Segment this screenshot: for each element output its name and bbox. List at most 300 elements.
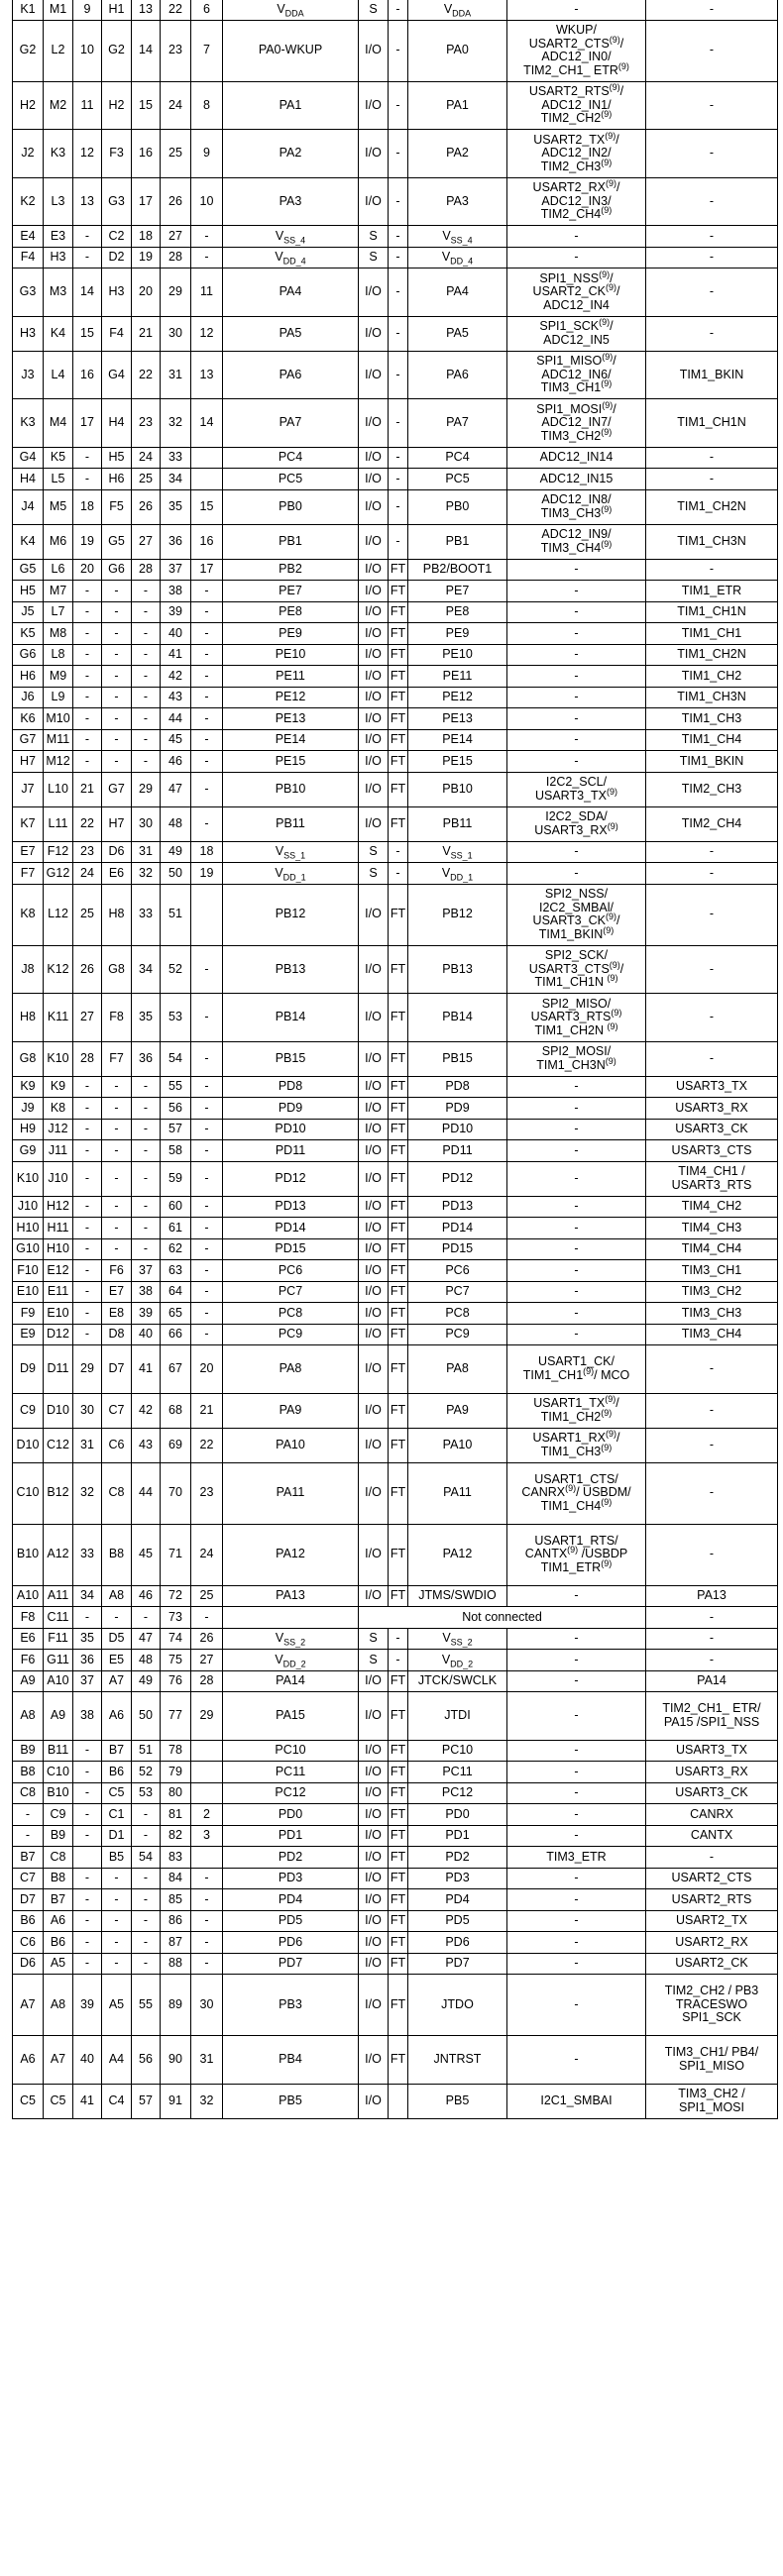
main-function-cell: $V_{SS\_2}$ bbox=[408, 1628, 507, 1650]
pin-number-cell: - bbox=[132, 1932, 161, 1954]
io-level-cell: FT bbox=[389, 751, 408, 773]
pin-name-cell: PC6 bbox=[223, 1260, 359, 1282]
pin-number-cell: - bbox=[132, 708, 161, 730]
pin-number-cell: - bbox=[102, 1076, 132, 1098]
pin-number-cell: - bbox=[13, 1825, 44, 1847]
io-level-cell: FT bbox=[389, 1524, 408, 1585]
pin-number-cell: H3 bbox=[13, 316, 44, 351]
pin-number-cell: - bbox=[191, 1161, 223, 1196]
pin-number-cell: 15 bbox=[132, 81, 161, 130]
pin-number-cell: - bbox=[191, 1303, 223, 1325]
pin-name-cell: PE11 bbox=[223, 666, 359, 688]
pin-number-cell: 50 bbox=[161, 863, 191, 885]
pin-name-cell: PA0-WKUP bbox=[223, 20, 359, 81]
alternate-function-cell: - bbox=[507, 1825, 646, 1847]
pin-number-cell: - bbox=[132, 751, 161, 773]
remap-cell: USART3_RX bbox=[646, 1762, 778, 1783]
pin-row bbox=[13, 2084, 778, 2118]
pin-number-cell: F11 bbox=[44, 1628, 73, 1650]
alternate-function-cell: - bbox=[507, 1868, 646, 1889]
pin-row bbox=[13, 1076, 778, 1098]
pin-number-cell: 69 bbox=[161, 1428, 191, 1462]
pin-number-cell: 52 bbox=[161, 945, 191, 994]
pin-number-cell: - bbox=[73, 601, 102, 623]
alternate-function-cell: - bbox=[507, 1762, 646, 1783]
pin-number-cell: 33 bbox=[73, 1524, 102, 1585]
main-function-cell: PB15 bbox=[408, 1041, 507, 1076]
pin-row bbox=[13, 1868, 778, 1889]
pin-name-cell: PA8 bbox=[223, 1345, 359, 1394]
pin-number-cell: 9 bbox=[191, 130, 223, 178]
pin-number-cell: A5 bbox=[44, 1953, 73, 1975]
main-function-cell: PC12 bbox=[408, 1782, 507, 1804]
pin-name-cell: PA4 bbox=[223, 268, 359, 317]
main-function-cell: PE9 bbox=[408, 623, 507, 645]
pin-number-cell: F5 bbox=[102, 489, 132, 524]
remap-cell: TIM1_CH2N bbox=[646, 489, 778, 524]
pin-number-cell: D9 bbox=[13, 1345, 44, 1394]
pin-number-cell bbox=[191, 1847, 223, 1869]
pin-number-cell: 16 bbox=[191, 524, 223, 559]
pin-number-cell: H3 bbox=[44, 247, 73, 268]
alternate-function-cell: - bbox=[507, 687, 646, 708]
pin-number-cell: - bbox=[73, 1889, 102, 1911]
alternate-function-cell: WKUP/ USART2_CTS$^{(9)}$/ ADC12_IN0/ TIM2_CH1_ ETR$^{(9)}$ bbox=[507, 20, 646, 81]
pin-number-cell: 37 bbox=[73, 1670, 102, 1692]
pin-number-cell bbox=[191, 1762, 223, 1783]
pin-type-cell: I/O bbox=[359, 1782, 389, 1804]
pin-number-cell: J3 bbox=[13, 351, 44, 399]
pin-name-cell: $V_{SS\_2}$ bbox=[223, 1628, 359, 1650]
pin-number-cell: 36 bbox=[73, 1650, 102, 1671]
pin-row bbox=[13, 130, 778, 178]
main-function-cell: PE10 bbox=[408, 644, 507, 666]
pin-name-cell: PA9 bbox=[223, 1393, 359, 1428]
pin-number-cell: 14 bbox=[191, 399, 223, 448]
pin-number-cell bbox=[191, 469, 223, 490]
pin-number-cell: 15 bbox=[191, 489, 223, 524]
pin-row bbox=[13, 1910, 778, 1932]
pin-number-cell: 27 bbox=[132, 524, 161, 559]
io-level-cell: FT bbox=[389, 1847, 408, 1869]
pin-number-cell: H9 bbox=[13, 1119, 44, 1140]
pin-type-cell: I/O bbox=[359, 806, 389, 841]
remap-cell: USART2_RTS bbox=[646, 1889, 778, 1911]
pin-number-cell: 84 bbox=[161, 1868, 191, 1889]
pin-number-cell: G4 bbox=[13, 447, 44, 469]
pin-number-cell: A8 bbox=[102, 1585, 132, 1607]
pin-number-cell: 11 bbox=[191, 268, 223, 317]
pin-number-cell: C9 bbox=[13, 1393, 44, 1428]
pin-type-cell: I/O bbox=[359, 601, 389, 623]
pin-number-cell: C8 bbox=[13, 1782, 44, 1804]
pin-number-cell: B11 bbox=[44, 1740, 73, 1762]
pin-type-cell: I/O bbox=[359, 2036, 389, 2085]
pin-number-cell: K6 bbox=[13, 708, 44, 730]
pin-name-cell: PD12 bbox=[223, 1161, 359, 1196]
remap-cell: TIM1_ETR bbox=[646, 581, 778, 602]
pin-number-cell: K8 bbox=[44, 1098, 73, 1120]
pin-number-cell: A9 bbox=[13, 1670, 44, 1692]
pin-number-cell: 35 bbox=[73, 1628, 102, 1650]
alternate-function-cell: I2C2_SDA/ USART3_RX$^{(9)}$ bbox=[507, 806, 646, 841]
pin-number-cell: - bbox=[191, 1932, 223, 1954]
remap-cell: - bbox=[646, 884, 778, 945]
pin-type-cell: I/O bbox=[359, 268, 389, 317]
pin-type-cell: I/O bbox=[359, 581, 389, 602]
pin-number-cell: - bbox=[73, 644, 102, 666]
pin-number-cell: 38 bbox=[132, 1281, 161, 1303]
main-function-cell: PA10 bbox=[408, 1428, 507, 1462]
main-function-cell: $V_{DDA}$ bbox=[408, 0, 507, 20]
pin-type-cell: I/O bbox=[359, 1975, 389, 2036]
io-level-cell: - bbox=[389, 20, 408, 81]
pin-number-cell: 28 bbox=[132, 559, 161, 581]
pin-name-cell: $V_{SS\_1}$ bbox=[223, 841, 359, 863]
pin-number-cell: 40 bbox=[132, 1324, 161, 1345]
pin-number-cell: 17 bbox=[73, 399, 102, 448]
main-function-cell: PA2 bbox=[408, 130, 507, 178]
pin-type-cell: S bbox=[359, 863, 389, 885]
pin-number-cell: 67 bbox=[161, 1345, 191, 1394]
pin-number-cell: - bbox=[73, 469, 102, 490]
main-function-cell: PB0 bbox=[408, 489, 507, 524]
pin-number-cell: J10 bbox=[44, 1161, 73, 1196]
remap-cell: TIM1_CH3N bbox=[646, 687, 778, 708]
pin-number-cell: A10 bbox=[44, 1670, 73, 1692]
pin-number-cell: 40 bbox=[73, 2036, 102, 2085]
pin-number-cell: - bbox=[73, 751, 102, 773]
io-level-cell: FT bbox=[389, 1975, 408, 2036]
io-level-cell: FT bbox=[389, 1953, 408, 1975]
pin-number-cell: F7 bbox=[102, 1041, 132, 1076]
main-function-cell: JTMS/SWDIO bbox=[408, 1585, 507, 1607]
pin-row bbox=[13, 268, 778, 317]
pin-type-cell: I/O bbox=[359, 1238, 389, 1260]
pin-number-cell: 78 bbox=[161, 1740, 191, 1762]
io-level-cell: FT bbox=[389, 772, 408, 806]
pin-number-cell: - bbox=[73, 447, 102, 469]
pin-number-cell: K9 bbox=[44, 1076, 73, 1098]
pin-number-cell: 30 bbox=[132, 806, 161, 841]
pin-number-cell: - bbox=[73, 666, 102, 688]
pin-number-cell: A11 bbox=[44, 1585, 73, 1607]
pin-number-cell: 49 bbox=[132, 1670, 161, 1692]
pin-number-cell: 55 bbox=[132, 1975, 161, 2036]
alternate-function-cell: - bbox=[507, 1740, 646, 1762]
pin-number-cell: E8 bbox=[102, 1303, 132, 1325]
pin-number-cell: - bbox=[191, 666, 223, 688]
pin-number-cell: 31 bbox=[191, 2036, 223, 2085]
pin-row bbox=[13, 1932, 778, 1954]
pin-number-cell: 23 bbox=[191, 1462, 223, 1524]
pin-number-cell: 44 bbox=[161, 708, 191, 730]
pin-name-cell: PB15 bbox=[223, 1041, 359, 1076]
pin-number-cell: - bbox=[191, 1910, 223, 1932]
pin-number-cell: D10 bbox=[44, 1393, 73, 1428]
main-function-cell: PA4 bbox=[408, 268, 507, 317]
pin-number-cell: 75 bbox=[161, 1650, 191, 1671]
pin-row bbox=[13, 581, 778, 602]
pin-number-cell: C4 bbox=[102, 2084, 132, 2118]
pin-type-cell: I/O bbox=[359, 1428, 389, 1462]
pin-number-cell: - bbox=[73, 1953, 102, 1975]
pin-number-cell: - bbox=[191, 1119, 223, 1140]
main-function-cell: PA12 bbox=[408, 1524, 507, 1585]
pin-row bbox=[13, 1140, 778, 1162]
pin-number-cell: 85 bbox=[161, 1889, 191, 1911]
main-function-cell: PA5 bbox=[408, 316, 507, 351]
pin-number-cell: B5 bbox=[102, 1847, 132, 1869]
pin-number-cell: H8 bbox=[13, 994, 44, 1042]
pin-name-cell: PA14 bbox=[223, 1670, 359, 1692]
pin-number-cell: 56 bbox=[161, 1098, 191, 1120]
pin-row bbox=[13, 1847, 778, 1869]
pin-type-cell: I/O bbox=[359, 1868, 389, 1889]
pin-number-cell: 59 bbox=[161, 1161, 191, 1196]
alternate-function-cell: SPI2_NSS/ I2C2_SMBAl/ USART3_CK$^{(9)}$/ TIM1_BKIN$^{(9)}$ bbox=[507, 884, 646, 945]
pin-number-cell: 31 bbox=[161, 351, 191, 399]
main-function-cell: PE13 bbox=[408, 708, 507, 730]
main-function-cell: PD8 bbox=[408, 1076, 507, 1098]
pin-number-cell: 68 bbox=[161, 1393, 191, 1428]
pin-name-cell: PD6 bbox=[223, 1932, 359, 1954]
main-function-cell: PB13 bbox=[408, 945, 507, 994]
alternate-function-cell: - bbox=[507, 1324, 646, 1345]
main-function-cell: PD0 bbox=[408, 1804, 507, 1826]
pin-type-cell: I/O bbox=[359, 708, 389, 730]
remap-cell: CANRX bbox=[646, 1804, 778, 1826]
pin-number-cell: 22 bbox=[132, 351, 161, 399]
remap-cell: TIM1_CH1N bbox=[646, 601, 778, 623]
pin-number-cell: - bbox=[191, 601, 223, 623]
pin-type-cell: I/O bbox=[359, 447, 389, 469]
pin-number-cell: A8 bbox=[13, 1692, 44, 1741]
pin-number-cell: 27 bbox=[73, 994, 102, 1042]
pin-number-cell: J6 bbox=[13, 687, 44, 708]
remap-cell: TIM1_BKIN bbox=[646, 351, 778, 399]
pin-row bbox=[13, 1119, 778, 1140]
pin-number-cell: G3 bbox=[13, 268, 44, 317]
pin-number-cell: - bbox=[191, 708, 223, 730]
pin-number-cell: H4 bbox=[102, 399, 132, 448]
pin-number-cell: - bbox=[73, 1119, 102, 1140]
remap-cell: TIM2_CH1_ ETR/ PA15 /SPI1_NSS bbox=[646, 1692, 778, 1741]
remap-cell: USART3_TX bbox=[646, 1076, 778, 1098]
pin-type-cell: I/O bbox=[359, 1847, 389, 1869]
pin-number-cell: 87 bbox=[161, 1932, 191, 1954]
pin-number-cell: L7 bbox=[44, 601, 73, 623]
pin-number-cell: B10 bbox=[13, 1524, 44, 1585]
pin-name-cell: PC8 bbox=[223, 1303, 359, 1325]
io-level-cell: FT bbox=[389, 1670, 408, 1692]
pin-number-cell: - bbox=[73, 581, 102, 602]
pin-number-cell: 33 bbox=[132, 884, 161, 945]
pin-name-cell: PD14 bbox=[223, 1218, 359, 1239]
io-level-cell: FT bbox=[389, 994, 408, 1042]
pin-number-cell: - bbox=[102, 1607, 132, 1629]
pin-number-cell: 22 bbox=[191, 1428, 223, 1462]
main-function-cell: PD14 bbox=[408, 1218, 507, 1239]
pin-type-cell: S bbox=[359, 841, 389, 863]
pin-number-cell: E10 bbox=[44, 1303, 73, 1325]
pin-number-cell: A4 bbox=[102, 2036, 132, 2085]
pin-name-cell: PC9 bbox=[223, 1324, 359, 1345]
pin-number-cell: A12 bbox=[44, 1524, 73, 1585]
pin-number-cell: - bbox=[132, 1218, 161, 1239]
pin-row bbox=[13, 884, 778, 945]
pin-number-cell: - bbox=[73, 729, 102, 751]
remap-cell: USART3_RX bbox=[646, 1098, 778, 1120]
main-function-cell: PD9 bbox=[408, 1098, 507, 1120]
main-function-cell: PD11 bbox=[408, 1140, 507, 1162]
pin-name-cell: PD13 bbox=[223, 1196, 359, 1218]
main-function-cell: PC11 bbox=[408, 1762, 507, 1783]
main-function-cell: PE11 bbox=[408, 666, 507, 688]
pin-name-cell: PB2 bbox=[223, 559, 359, 581]
pin-type-cell: I/O bbox=[359, 1098, 389, 1120]
alternate-function-cell: - bbox=[507, 1910, 646, 1932]
pin-number-cell: J12 bbox=[44, 1119, 73, 1140]
pin-type-cell: I/O bbox=[359, 1692, 389, 1741]
remap-cell: USART2_CK bbox=[646, 1953, 778, 1975]
pin-type-cell: S bbox=[359, 1650, 389, 1671]
pin-number-cell: - bbox=[191, 751, 223, 773]
pin-number-cell: 46 bbox=[161, 751, 191, 773]
pin-row bbox=[13, 994, 778, 1042]
pin-number-cell: - bbox=[73, 1825, 102, 1847]
pin-name-cell: PA5 bbox=[223, 316, 359, 351]
main-function-cell: $V_{DD\_4}$ bbox=[408, 247, 507, 268]
main-function-cell: PD3 bbox=[408, 1868, 507, 1889]
remap-cell: - bbox=[646, 863, 778, 885]
pin-number-cell: J5 bbox=[13, 601, 44, 623]
pin-type-cell: I/O bbox=[359, 1041, 389, 1076]
pin-number-cell: - bbox=[191, 994, 223, 1042]
io-level-cell: FT bbox=[389, 1218, 408, 1239]
pin-row bbox=[13, 447, 778, 469]
pin-number-cell: 13 bbox=[73, 177, 102, 226]
pin-number-cell: - bbox=[191, 1140, 223, 1162]
pin-row bbox=[13, 1393, 778, 1428]
pin-number-cell: D6 bbox=[102, 841, 132, 863]
pin-number-cell: H8 bbox=[102, 884, 132, 945]
pin-type-cell: I/O bbox=[359, 1161, 389, 1196]
pin-name-cell: PC5 bbox=[223, 469, 359, 490]
pin-number-cell: G4 bbox=[102, 351, 132, 399]
pin-number-cell: J2 bbox=[13, 130, 44, 178]
pin-number-cell: 12 bbox=[191, 316, 223, 351]
pin-number-cell: M7 bbox=[44, 581, 73, 602]
pin-row bbox=[13, 1762, 778, 1783]
alternate-function-cell: - bbox=[507, 1692, 646, 1741]
pin-number-cell: 53 bbox=[132, 1782, 161, 1804]
pin-number-cell: 43 bbox=[161, 687, 191, 708]
pin-name-cell: PA6 bbox=[223, 351, 359, 399]
pin-number-cell: 23 bbox=[161, 20, 191, 81]
alternate-function-cell: SPI1_SCK$^{(9)}$/ ADC12_IN5 bbox=[507, 316, 646, 351]
main-function-cell: PA0 bbox=[408, 20, 507, 81]
pin-row bbox=[13, 316, 778, 351]
alternate-function-cell: - bbox=[507, 1782, 646, 1804]
pin-number-cell: A9 bbox=[44, 1692, 73, 1741]
alternate-function-cell: - bbox=[507, 1238, 646, 1260]
pin-number-cell: K4 bbox=[13, 524, 44, 559]
pin-number-cell: 12 bbox=[73, 130, 102, 178]
remap-cell: - bbox=[646, 1524, 778, 1585]
pin-name-cell: PA7 bbox=[223, 399, 359, 448]
pin-number-cell: 20 bbox=[132, 268, 161, 317]
pin-number-cell: J9 bbox=[13, 1098, 44, 1120]
remap-cell: USART3_CK bbox=[646, 1119, 778, 1140]
main-function-cell: PB14 bbox=[408, 994, 507, 1042]
pin-number-cell: 48 bbox=[132, 1650, 161, 1671]
pin-type-cell: I/O bbox=[359, 945, 389, 994]
pin-number-cell: - bbox=[191, 623, 223, 645]
remap-cell: USART2_TX bbox=[646, 1910, 778, 1932]
pin-type-cell: I/O bbox=[359, 751, 389, 773]
pin-number-cell: 18 bbox=[191, 841, 223, 863]
pin-number-cell: G2 bbox=[102, 20, 132, 81]
pin-number-cell: 41 bbox=[161, 644, 191, 666]
pin-number-cell: M10 bbox=[44, 708, 73, 730]
io-level-cell: - bbox=[389, 1628, 408, 1650]
pin-number-cell: 45 bbox=[132, 1524, 161, 1585]
alternate-function-cell: USART1_TX$^{(9)}$/ TIM1_CH2$^{(9)}$ bbox=[507, 1393, 646, 1428]
pin-number-cell: F9 bbox=[13, 1303, 44, 1325]
pin-number-cell: A5 bbox=[102, 1975, 132, 2036]
pin-number-cell: K8 bbox=[13, 884, 44, 945]
alternate-function-cell: - bbox=[507, 1098, 646, 1120]
main-function-cell: $V_{SS\_4}$ bbox=[408, 226, 507, 248]
pin-type-cell: I/O bbox=[359, 489, 389, 524]
pin-definitions-table bbox=[12, 0, 778, 2119]
pin-type-cell: I/O bbox=[359, 20, 389, 81]
pin-number-cell: A8 bbox=[44, 1975, 73, 2036]
pin-number-cell: F3 bbox=[102, 130, 132, 178]
pin-number-cell: H11 bbox=[44, 1218, 73, 1239]
pin-row bbox=[13, 177, 778, 226]
remap-cell: - bbox=[646, 247, 778, 268]
pin-number-cell: H1 bbox=[102, 0, 132, 20]
alternate-function-cell: SPI1_MISO$^{(9)}$/ ADC12_IN6/ TIM3_CH1$^{(9)}$ bbox=[507, 351, 646, 399]
pin-type-cell: I/O bbox=[359, 559, 389, 581]
pin-row bbox=[13, 644, 778, 666]
pin-number-cell: 47 bbox=[161, 772, 191, 806]
pin-row bbox=[13, 1218, 778, 1239]
pin-number-cell: K5 bbox=[44, 447, 73, 469]
pin-name-cell: PD5 bbox=[223, 1910, 359, 1932]
alternate-function-cell: - bbox=[507, 708, 646, 730]
pin-name-cell: $V_{DD\_2}$ bbox=[223, 1650, 359, 1671]
pin-number-cell: - bbox=[191, 1324, 223, 1345]
remap-cell: TIM4_CH2 bbox=[646, 1196, 778, 1218]
pin-number-cell: 37 bbox=[132, 1260, 161, 1282]
pin-number-cell: - bbox=[132, 1140, 161, 1162]
pin-number-cell: H7 bbox=[102, 806, 132, 841]
pin-number-cell: 86 bbox=[161, 1910, 191, 1932]
io-level-cell: FT bbox=[389, 1462, 408, 1524]
io-level-cell: - bbox=[389, 399, 408, 448]
io-level-cell: - bbox=[389, 247, 408, 268]
io-level-cell: FT bbox=[389, 1428, 408, 1462]
pin-number-cell: - bbox=[191, 1607, 223, 1629]
pin-number-cell: B7 bbox=[44, 1889, 73, 1911]
alternate-function-cell: - bbox=[507, 1804, 646, 1826]
pin-number-cell: B7 bbox=[13, 1847, 44, 1869]
remap-cell: - bbox=[646, 316, 778, 351]
pin-row bbox=[13, 666, 778, 688]
